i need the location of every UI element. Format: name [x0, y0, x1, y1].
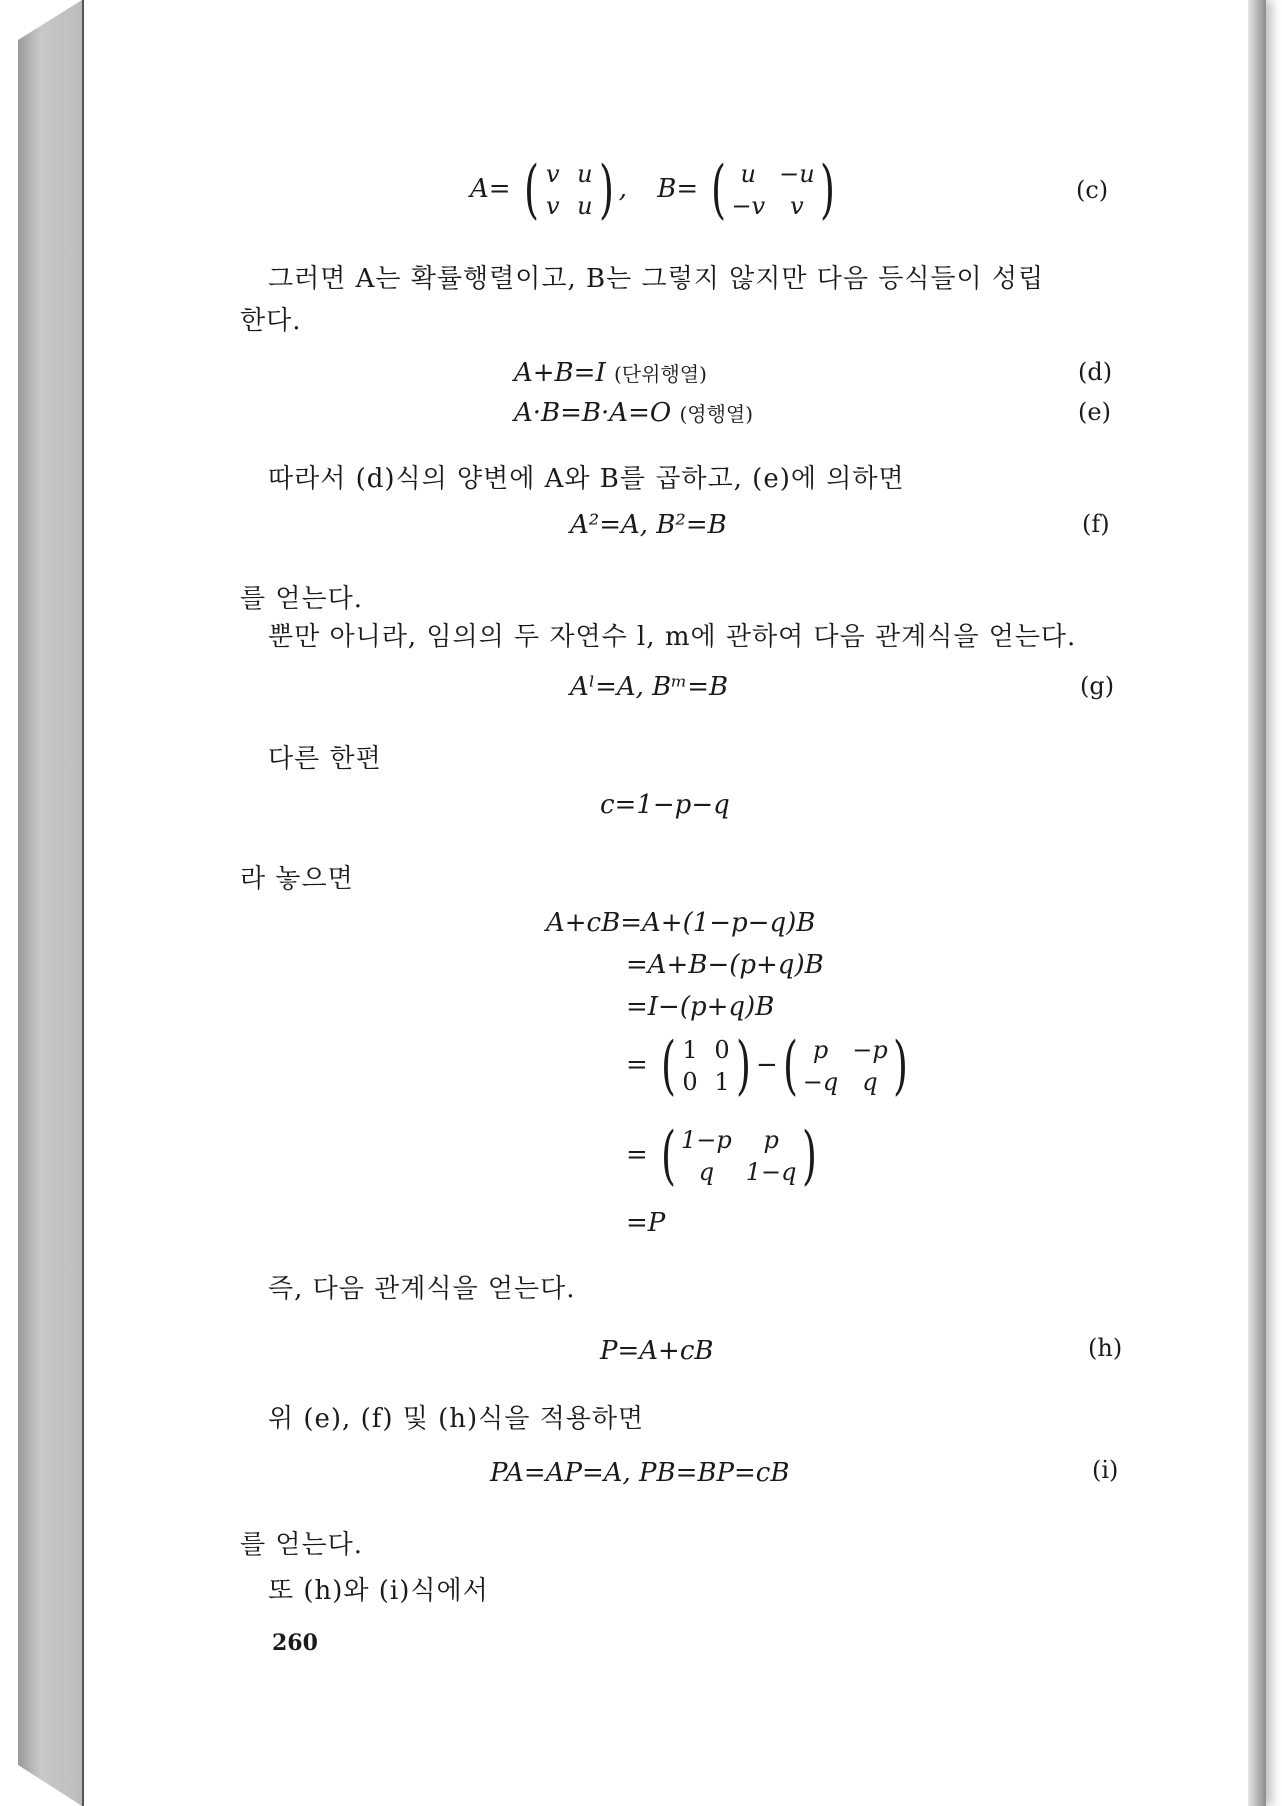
- paragraph-5: 다른 한편: [268, 744, 382, 774]
- eq-i-tag: (i): [1092, 1456, 1119, 1484]
- matrix-cell: q: [862, 1068, 878, 1096]
- eq-d-note: (단위행열): [614, 362, 707, 386]
- equals-sign: =: [626, 1140, 648, 1170]
- eq-h-tag: (h): [1088, 1334, 1123, 1362]
- equation-e: [514, 398, 753, 428]
- equation-g: Aˡ=A, Bᵐ=B: [570, 672, 729, 702]
- equation-i: PA=AP=A, PB=BP=cB: [490, 1458, 790, 1488]
- eq-c-lhs-b: B=: [657, 174, 699, 204]
- matrix-cell: −u: [779, 160, 815, 188]
- matrix-cell: p: [763, 1126, 779, 1154]
- paragraph-4: 뿐만 아니라, 임의의 두 자연수 l, m에 관하여 다음 관계식을 얻는다.: [268, 622, 1077, 652]
- matrix-cell: v: [790, 192, 804, 220]
- eq-f-tag: (f): [1082, 510, 1110, 538]
- matrix-cell: −p: [852, 1036, 888, 1064]
- eq-e-expr: A·B=B·A=O: [514, 398, 672, 428]
- eq-c-lhs-a: A=: [470, 174, 511, 204]
- equation-f: A²=A, B²=B: [570, 510, 727, 540]
- eq-e-tag: (e): [1078, 398, 1111, 426]
- matrix-cell: −q: [802, 1068, 839, 1096]
- matrix-cell: 1: [682, 1036, 698, 1064]
- identity-matrix: ( 1 0 0 1 ): [661, 1029, 752, 1103]
- matrix-cell: p: [812, 1036, 829, 1064]
- derivation-line-1: A+cB=A+(1−p−q)B: [546, 908, 816, 938]
- matrix-cell: 0: [714, 1036, 730, 1064]
- paragraph-8: 위 (e), (f) 및 (h)식을 적용하면: [268, 1404, 645, 1434]
- page-number: 260: [272, 1630, 318, 1656]
- derivation-line-3: =I−(p+q)B: [626, 992, 775, 1022]
- paragraph-2: 따라서 (d)식의 양변에 A와 B를 곱하고, (e)에 의하면: [268, 464, 905, 494]
- matrix-cell: 1: [714, 1068, 730, 1096]
- matrix-cell: v: [546, 192, 560, 220]
- paragraph-1: 그러면 A는 확률행렬이고, B는 그렇지 않지만 다음 등식들이 성립: [268, 264, 1045, 294]
- paragraph-10: 또 (h)와 (i)식에서: [268, 1576, 489, 1606]
- paragraph-7: 즉, 다음 관계식을 얻는다.: [268, 1274, 576, 1304]
- matrix-cell: u: [740, 160, 756, 188]
- eq-g-tag: (g): [1080, 672, 1115, 700]
- eq-d-expr: A+B=I: [514, 358, 606, 388]
- eq-c-tag: (c): [1076, 176, 1109, 204]
- matrix-cell: 0: [682, 1068, 698, 1096]
- minus-sign: −: [756, 1050, 778, 1080]
- pq-matrix: ( p −p −q q ): [782, 1029, 908, 1103]
- matrix-b: ( u −u −v v ): [711, 153, 835, 227]
- paragraph-1-cont: 한다.: [240, 306, 302, 336]
- paragraph-3: 를 얻는다.: [240, 584, 363, 614]
- paragraph-6: 라 놓으면: [240, 864, 354, 894]
- matrix-cell: u: [577, 160, 593, 188]
- matrix-cell: 1−q: [745, 1158, 797, 1186]
- derivation-line-5: [626, 1119, 822, 1193]
- equals-sign: =: [626, 1050, 648, 1080]
- eq-c-separator: ,: [618, 174, 628, 204]
- matrix-cell: −v: [731, 192, 766, 220]
- book-spine: [18, 0, 82, 1806]
- derivation-line-6: =P: [626, 1208, 666, 1238]
- equation-d: [514, 358, 707, 388]
- matrix-cell: u: [577, 192, 593, 220]
- matrix-cell: v: [546, 160, 560, 188]
- equation-c: [470, 153, 840, 227]
- matrix-cell: 1−p: [681, 1126, 732, 1154]
- derivation-line-4: [626, 1029, 913, 1103]
- result-matrix: ( 1−p p q 1−q ): [661, 1119, 817, 1193]
- eq-d-tag: (d): [1078, 358, 1113, 386]
- matrix-a: ( v u v u ): [523, 153, 614, 227]
- equation-h: P=A+cB: [600, 1336, 714, 1366]
- eq-e-note: (영행열): [679, 402, 754, 426]
- derivation-line-2: =A+B−(p+q)B: [626, 950, 824, 980]
- matrix-cell: q: [698, 1158, 715, 1186]
- paragraph-9: 를 얻는다.: [240, 1530, 363, 1560]
- page-edge: [1248, 0, 1266, 1806]
- equation-c-definition: c=1−p−q: [600, 790, 730, 820]
